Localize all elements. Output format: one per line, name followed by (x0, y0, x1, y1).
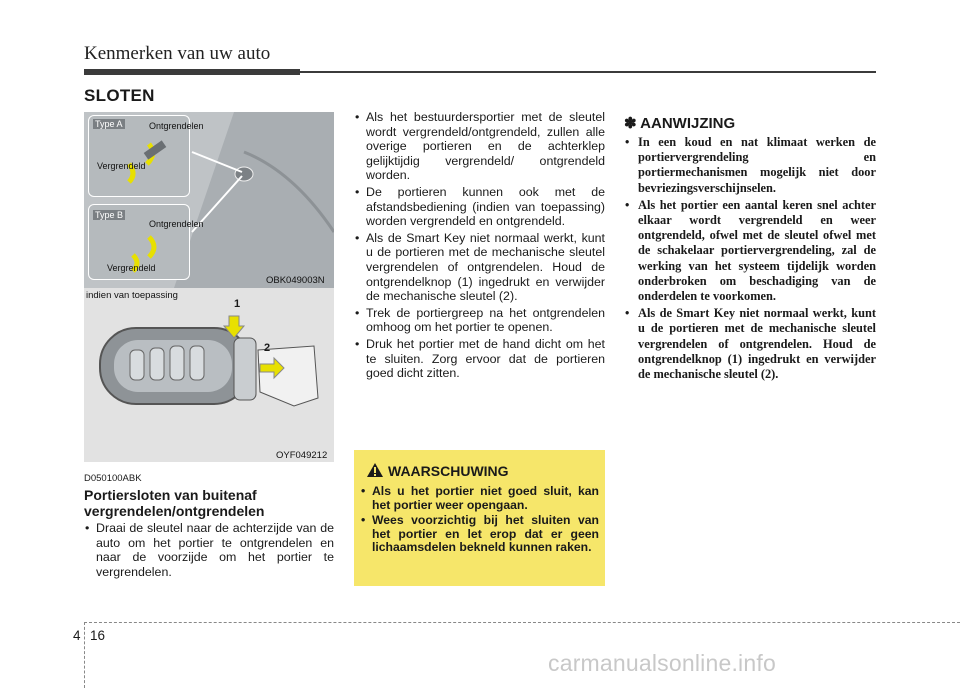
figure2-caption: indien van toepassing (86, 290, 178, 301)
figure1-code: OBK049003N (266, 275, 325, 286)
section-code: D050100ABK (84, 473, 142, 484)
list-item: • Draai de sleutel naar de achterzijde van de auto om het portier te ontgrendelen en naar de voorzijde om het portier te vergrendelen. (84, 521, 334, 579)
type-b-label: Type B (95, 210, 124, 220)
subsection-heading: Portiersloten van buitenaf vergrendelen/ontgrendelen (84, 487, 265, 519)
list-item: • Als de Smart Key niet normaal werkt, kunt u de portieren met de mechanische sleutel vergrendelen of ontgrendelen. Houd de ontgrendelknop (1) ingedrukt en verwijder de mechanische sleutel (2). (354, 231, 605, 304)
col2-list (354, 110, 605, 383)
type-a-lock-label: Vergrendeld (97, 161, 146, 171)
type-b-unlock-label: Ontgrendelen (149, 219, 204, 229)
type-b-lock-label: Vergrendeld (107, 263, 156, 273)
callout-2: 2 (264, 342, 271, 354)
figure2-code: OYF049212 (276, 450, 328, 461)
list-item: • In een koud en nat klimaat werken de portiervergrendeling en portiermechanismen mogelijk niet door bevriezingsverschijnselen. (624, 135, 876, 196)
page-number: 16 (90, 628, 106, 643)
type-b-inset (88, 204, 204, 280)
col1-list (84, 521, 334, 581)
type-a-inset (88, 115, 204, 197)
smart-key-figure (84, 288, 334, 462)
chapter-number: 4 (73, 628, 81, 643)
note-block (624, 114, 876, 384)
list-item: • Als het portier een aantal keren snel achter elkaar wordt vergrendeld en weer ontgrendeld, ofwel met de sleutel ofwel met de schakelaar portiervergrendeling, zal de werking van het systeem tijdelijk worden onderbroken om beschadiging van de onderdelen te voorkomen. (624, 198, 876, 304)
note-list (624, 135, 876, 382)
list-item: • Druk het portier met de hand dicht om het te sluiten. Zorg ervoor dat de portieren goed dicht zitten. (354, 337, 605, 381)
type-a-unlock-label: Ontgrendelen (149, 121, 204, 131)
type-a-label: Type A (95, 119, 123, 129)
page-header-title: Kenmerken van uw auto (84, 43, 271, 64)
note-title: ✽ AANWIJZING (624, 115, 736, 132)
smart-key-illustration (84, 288, 334, 462)
list-item: • De portieren kunnen ook met de afstandsbediening (indien van toepassing) worden vergrendeld en ontgrendeld. (354, 185, 605, 229)
door-lock-figure (84, 112, 334, 288)
section-title: SLOTEN (84, 86, 155, 105)
watermark: carmanualsonline.info (548, 650, 776, 676)
list-item: • Trek de portiergreep na het ontgrendelen omhoog om het portier te openen. (354, 306, 605, 335)
footer-divider (84, 622, 85, 688)
list-item: • Wees voorzichtig bij het sluiten van het portier en let erop dat er geen lichaamsdelen bekneld kunnen raken. (360, 514, 599, 555)
callout-1: 1 (234, 298, 241, 310)
list-item: • Als de Smart Key niet normaal werkt, kunt u de portieren met de mechanische sleutel vergrendelen of ontgrendelen. Houd de ontgrendelknop (1) ingedrukt en verwijder de mechanische sleutel (2). (624, 306, 876, 382)
warning-list (360, 485, 599, 557)
warning-title: WAARSCHUWING (388, 463, 509, 479)
header-rule (300, 71, 876, 73)
warning-box (354, 450, 605, 586)
list-item: • Als het bestuurdersportier met de sleutel wordt vergrendeld/ontgrendeld, zullen alle overige portieren en de achterklep gelijktijdig vergrendeld/ ontgrendeld worden. (354, 110, 605, 183)
warning-triangle-icon (366, 462, 384, 478)
footer-rule (84, 622, 960, 623)
list-item: • Als u het portier niet goed sluit, kan het portier weer opengaan. (360, 485, 599, 512)
header-bar (84, 69, 300, 75)
